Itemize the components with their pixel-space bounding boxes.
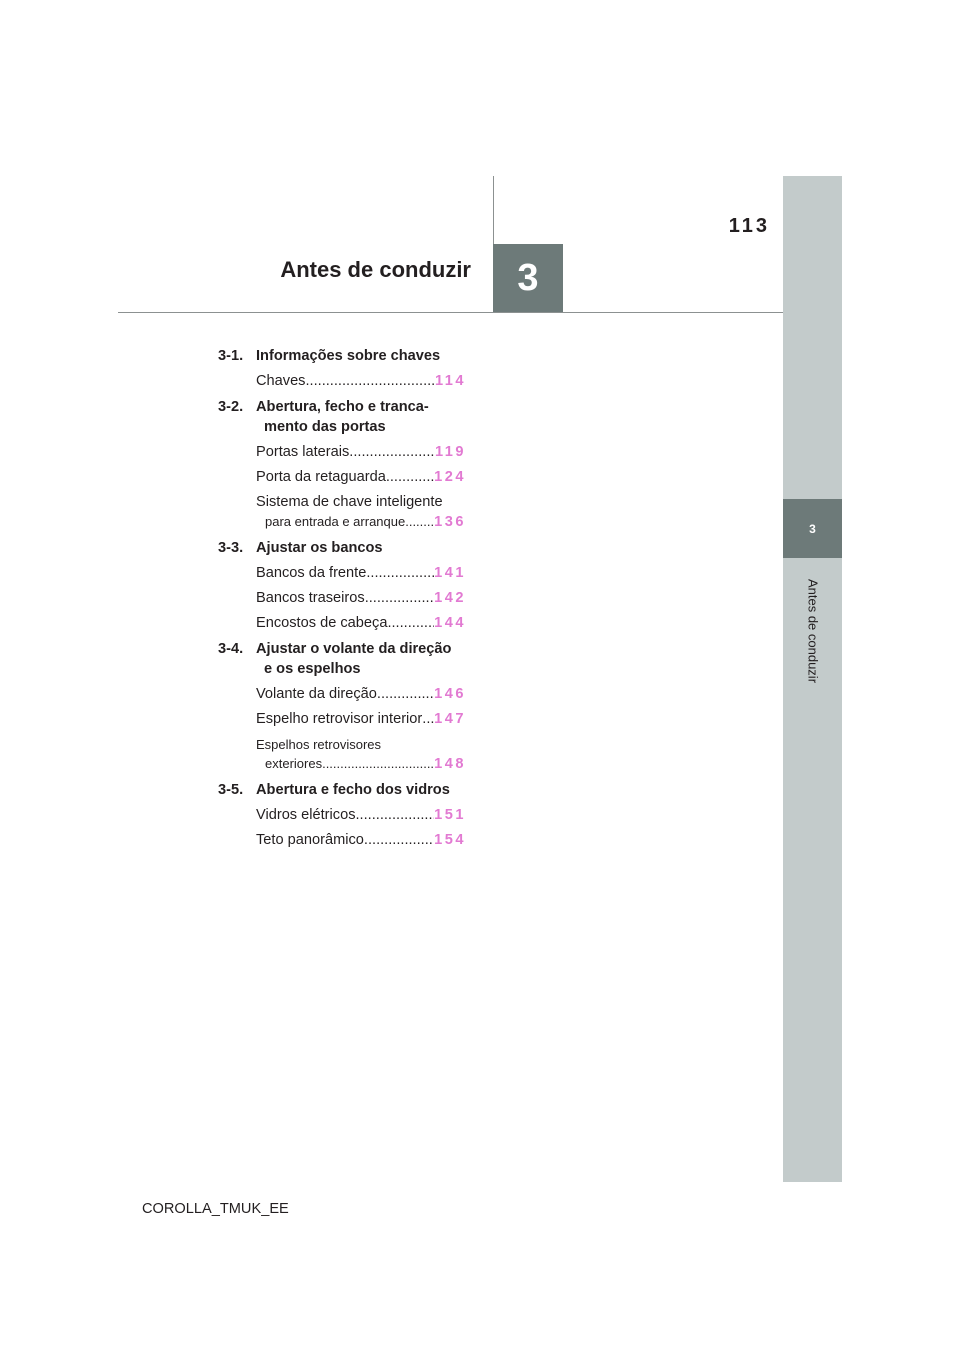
page-link[interactable]: 114	[434, 373, 466, 389]
leader-dots	[349, 443, 435, 462]
section-title: Abertura e fecho dos vidros	[256, 782, 450, 798]
section-title: Ajustar os bancos	[256, 540, 383, 556]
entry-title: Encostos de cabeça	[256, 615, 388, 631]
section-title-line: e os espelhos	[264, 661, 361, 677]
entry-title: Bancos traseiros	[256, 590, 365, 606]
section-number: 3-4.	[218, 641, 244, 657]
section-title-line: Ajustar o volante da direção	[256, 641, 452, 657]
toc-entry[interactable]	[256, 589, 466, 608]
toc-section	[218, 639, 466, 679]
entry-title: Volante da direção	[256, 686, 377, 702]
side-chapter-tab[interactable]: 3	[783, 499, 842, 558]
entry-title: Teto panorâmico	[256, 832, 364, 848]
section-title	[256, 397, 466, 437]
leader-dots	[322, 754, 434, 773]
entry-continuation	[256, 512, 466, 532]
section-number: 3-1.	[218, 348, 244, 364]
leader-dots	[405, 512, 434, 531]
toc-entry[interactable]	[256, 685, 466, 704]
page-link[interactable]: 119	[434, 444, 466, 460]
side-chapter-label: Antes de conduzir	[805, 578, 820, 684]
entry-title: Espelhos retrovisores	[256, 737, 381, 752]
page-link[interactable]: 141	[434, 565, 466, 581]
toc-section	[218, 538, 466, 558]
toc-entry[interactable]	[256, 831, 466, 850]
leader-dots	[305, 372, 434, 391]
toc-entry[interactable]	[256, 806, 466, 825]
chapter-number-box: 3	[493, 244, 563, 313]
toc-section	[218, 397, 466, 437]
entry-title: Porta da retaguarda	[256, 469, 386, 485]
entry-title: Vidros elétricos	[256, 807, 356, 823]
section-title	[256, 639, 466, 679]
leader-dots	[366, 564, 434, 583]
header-divider-vertical	[493, 176, 494, 244]
page-link[interactable]: 154	[434, 832, 466, 848]
toc-entry[interactable]	[256, 443, 466, 462]
header-rule	[118, 312, 783, 313]
entry-title: Portas laterais	[256, 444, 350, 460]
page-link[interactable]: 124	[434, 469, 466, 485]
section-number: 3-3.	[218, 540, 244, 556]
entry-title: Sistema de chave inteligente	[256, 494, 443, 510]
toc-entry[interactable]	[256, 468, 466, 487]
page-link[interactable]: 148	[434, 756, 466, 772]
entry-title-line: exteriores	[265, 756, 323, 771]
toc-section	[218, 780, 466, 800]
section-title: Informações sobre chaves	[256, 348, 441, 364]
leader-dots	[356, 806, 435, 825]
table-of-contents	[218, 344, 466, 856]
section-number: 3-2.	[218, 399, 244, 415]
page-number: 113	[728, 215, 770, 237]
chapter-title: Antes de conduzir	[280, 257, 471, 282]
leader-dots	[386, 468, 434, 487]
leader-dots	[365, 589, 434, 608]
page-link[interactable]: 144	[434, 615, 466, 631]
page-link[interactable]: 142	[434, 590, 466, 606]
side-label-container	[783, 566, 842, 696]
toc-entry[interactable]	[256, 564, 466, 583]
entry-title-line: para entrada e arranque	[265, 514, 406, 529]
toc-entry[interactable]	[256, 614, 466, 633]
toc-entry[interactable]	[256, 493, 466, 532]
section-title-line: mento das portas	[264, 419, 386, 435]
toc-entry[interactable]	[256, 372, 466, 391]
entry-title: Chaves	[256, 373, 306, 389]
leader-dots	[377, 685, 434, 704]
toc-entry[interactable]	[256, 710, 466, 729]
page-link[interactable]: 146	[434, 686, 466, 702]
toc-section	[218, 346, 466, 366]
leader-dots	[364, 831, 434, 850]
section-title-line: Abertura, fecho e tranca-	[256, 399, 429, 415]
leader-dots	[422, 710, 434, 729]
footer-code: COROLLA_TMUK_EE	[142, 1201, 289, 1217]
page-link[interactable]: 147	[434, 711, 466, 727]
page-link[interactable]: 136	[434, 514, 466, 530]
entry-title: Bancos da frente	[256, 565, 367, 581]
leader-dots	[387, 614, 434, 633]
page-link[interactable]: 151	[434, 807, 466, 823]
entry-continuation	[256, 754, 466, 774]
section-number: 3-5.	[218, 782, 244, 798]
entry-title: Espelho retrovisor interior	[256, 711, 423, 727]
toc-entry[interactable]	[256, 735, 466, 774]
